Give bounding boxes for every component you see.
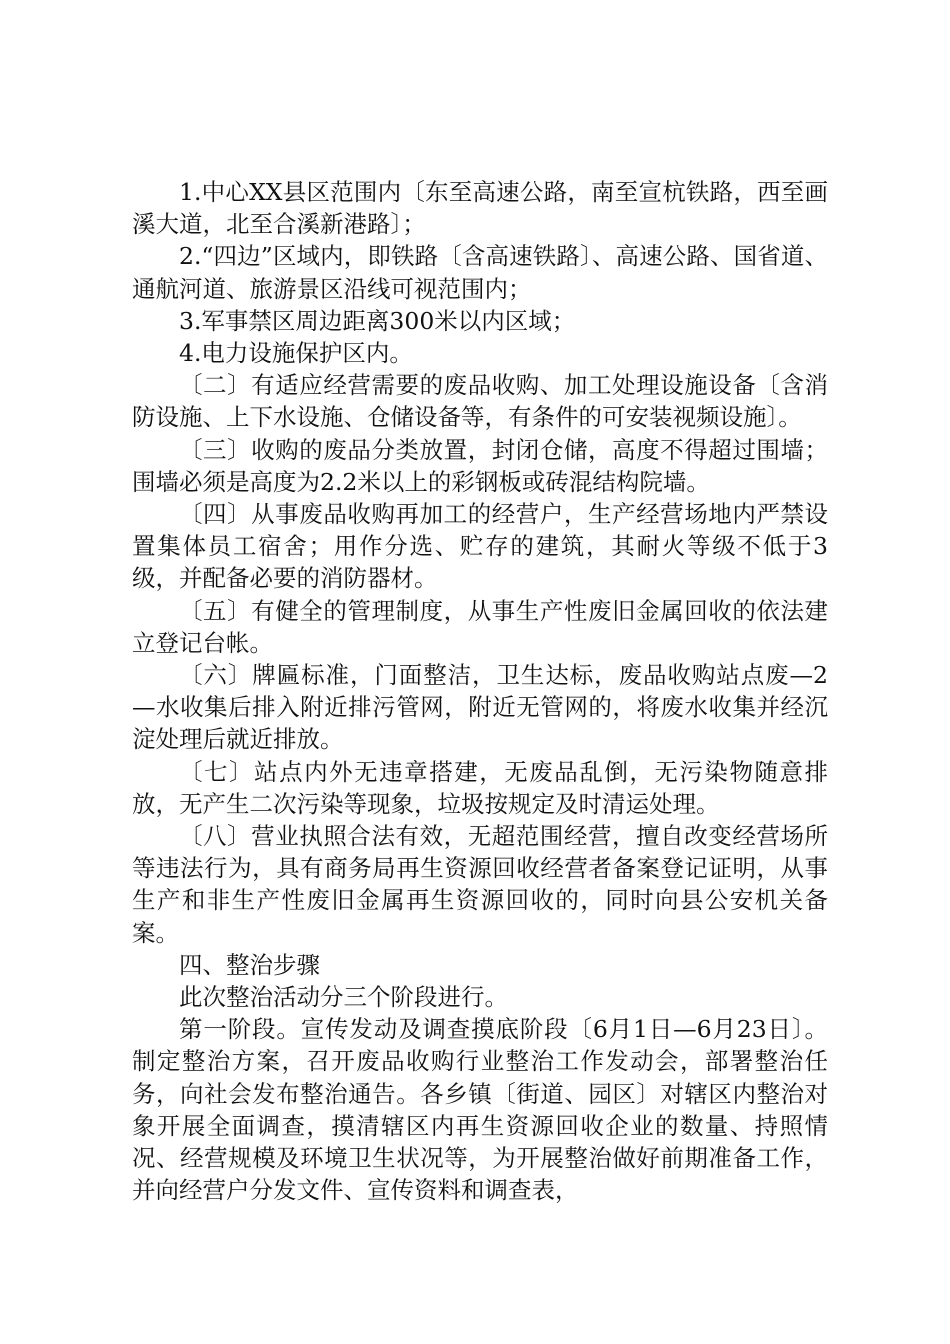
- paragraph-intro-stages: 此次整治活动分三个阶段进行。: [179, 983, 508, 1012]
- paragraph-item-8: 〔八〕营业执照合法有效，无超范围经营，擅自改变经营场所等违法行为，具有商务局再生资源回收经营者备案登记证明，从事生产和非生产性废旧金属再生资源回收的，同时向县公安机关备案。: [132, 822, 828, 947]
- document-body: [132, 176, 828, 1207]
- paragraph-item-4: 〔四〕从事废品收购再加工的经营户，生产经营场地内严禁设置集体员工宿舍；用作分选、贮存的建筑，其耐火等级不低于3级，并配备必要的消防器材。: [132, 500, 828, 593]
- paragraph-item-3: 〔三〕收购的废品分类放置，封闭仓储，高度不得超过围墙；围墙必须是高度为2.2米以上的彩钢板或砖混结构院墙。: [132, 435, 828, 496]
- paragraph-area-1: 1.中心XX县区范围内〔东至高速公路，南至宣杭铁路，西至画溪大道，北至合溪新港路〕；: [132, 178, 828, 239]
- paragraph-area-2: 2.“四边”区域内，即铁路〔含高速铁路〕、高速公路、国省道、通航河道、旅游景区沿线可视范围内；: [132, 242, 828, 303]
- paragraph-area-4: 4.电力设施保护区内。: [179, 339, 413, 368]
- paragraph-item-5: 〔五〕有健全的管理制度，从事生产性废旧金属回收的依法建立登记台帐。: [132, 596, 828, 657]
- paragraph-item-7: 〔七〕站点内外无违章搭建，无废品乱倒，无污染物随意排放，无产生二次污染等现象，垃圾按规定及时清运处理。: [132, 757, 828, 818]
- paragraph-item-6: 〔六〕牌匾标准，门面整洁，卫生达标，废品收购站点废—2—水收集后排入附近排污管网，附近无管网的，将废水收集并经沉淀处理后就近排放。: [132, 661, 828, 754]
- paragraph-area-3: 3.军事禁区周边距离300米以内区域；: [179, 306, 576, 335]
- paragraph-item-2: 〔二〕有适应经营需要的废品收购、加工处理设施设备〔含消防设施、上下水设施、仓储设备等，有条件的可安装视频设施〕。: [132, 371, 828, 432]
- paragraph-stage-1: 第一阶段。宣传发动及调查摸底阶段〔6月1日—6月23日〕。制定整治方案，召开废品收购行业整治工作发动会，部署整治任务，向社会发布整治通告。各乡镇〔街道、园区〕对辖区内整治对象开展全面调查，摸清辖区内再生资源回收企业的数量、持照情况、经营规模及环境卫生状况等，为开展整治做好前期准备工作，并向经营户分发文件、宣传资料和调查表，: [132, 1015, 828, 1205]
- section-heading-steps: 四、整治步骤: [179, 950, 320, 979]
